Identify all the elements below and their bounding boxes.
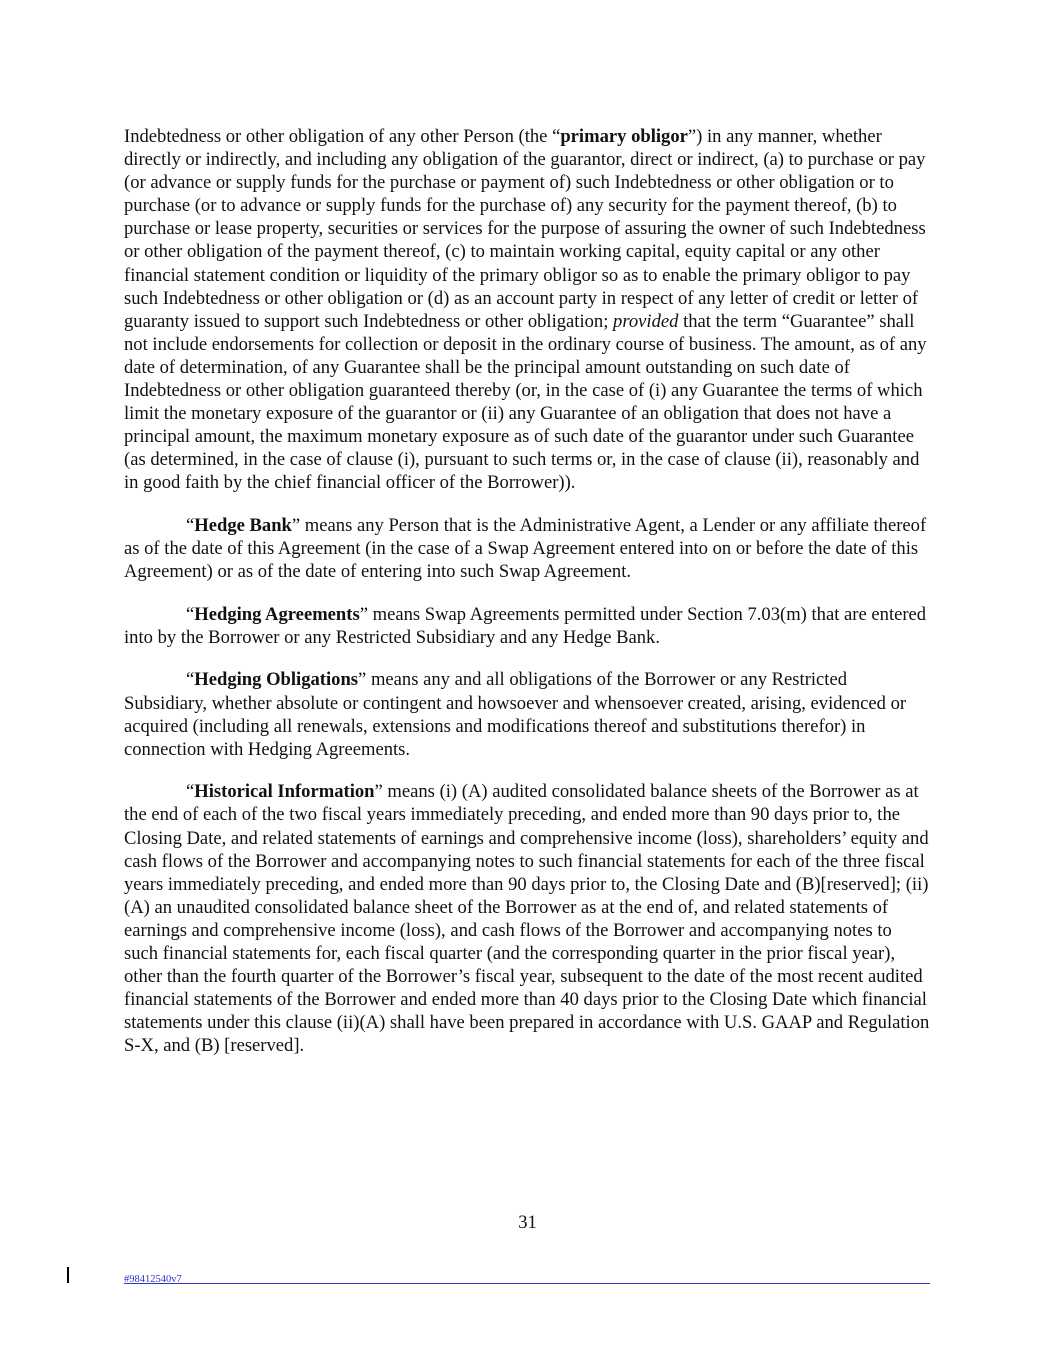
text-run: that the term “Guarantee” shall not include endorsements for collection or deposit in the ordinary course of business. The amount, as of any date of determination, of any Guarantee shall be the principal amount outstanding on such date of Indebtedness or other obligation guaranteed thereby (or, in the case of (i) any Guarantee the terms of which limit the monetary exposure of the guarantor or (ii) any Guarantee of an obligation that does not have a principal amount, the maximum monetary exposure as of such date of the guarantor under such Guarantee (as determined, in the case of clause (i), pursuant to such terms or, in the case of clause (ii), reasonably and in good faith by the chief financial officer of the Borrower)).: [124, 310, 927, 494]
document-body: [124, 125, 930, 1077]
revision-bar: [67, 1267, 69, 1283]
text-run: ”) in any manner, whether directly or indirectly, and including any obligation of the guarantor, direct or indirect, (a) to purchase or pay (or advance or supply funds for the purchase or payment of) such Indebtedness or other obligation or to purchase (or to advance or supply funds for the purchase of) any security for the payment thereof, (b) to purchase or lease property, securities or services for the purpose of assuring the owner of such Indebtedness or other obligation of the payment thereof, (c) to maintain working capital, equity capital or any other financial statement condition or liquidity of the primary obligor so as to enable the primary obligor to pay such Indebtedness or other obligation or (d) as an account party in respect of any letter of credit or letter of guaranty issued to support such Indebtedness or other obligation;: [124, 126, 926, 332]
definition-historical-information: [124, 780, 930, 1057]
text-run: “: [186, 669, 195, 691]
definition-hedging-agreements: [124, 603, 930, 649]
text-run: ” means Swap Agreements permitted under Section 7.03(m) that are entered into by the Borrower or any Restricted Subsidiary and any Hedge Bank.: [124, 603, 927, 648]
defined-term-hedging-agreements: Hedging Agreements: [194, 603, 360, 625]
defined-term-historical-information: Historical Information: [194, 781, 375, 803]
text-run: “: [186, 781, 195, 803]
footer-doc-id-line: [124, 1269, 930, 1284]
text-run: ” means any Person that is the Administrative Agent, a Lender or any affiliate thereof as of the date of this Agreement (in the case of a Swap Agreement entered into on or before the date of this Agreement) or as of the date of entering into such Swap Agreement.: [124, 515, 927, 583]
definition-hedge-bank: [124, 514, 930, 583]
defined-term-primary-obligor: primary obligor: [560, 126, 688, 147]
italic-term-provided: provided: [613, 310, 679, 332]
document-id: #98412540v7: [124, 1274, 182, 1285]
text-run: ” means any and all obligations of the Borrower or any Restricted Subsidiary, whether absolute or contingent and howsoever and whensoever created, arising, evidenced or acquired (including all renewals, extensions and modifications thereof and substitutions therefor) in connection with Hedging Agreements.: [124, 669, 907, 760]
text-run: ” means (i) (A) audited consolidated balance sheets of the Borrower as at the end of each of the two fiscal years immediately preceding, and ended more than 90 days prior to, the Closing Date, and related statements of earnings and comprehensive income (loss), shareholders’ equity and cash flows of the Borrower and accompanying notes to such financial statements for each of the three fiscal years immediately preceding, and ended more than 90 days prior to, the Closing Date and (B)[reserved]; (ii) (A) an unaudited consolidated balance sheet of the Borrower as at the end of, and related statements of earnings and comprehensive income (loss), and cash flows of the Borrower and accompanying notes to such financial statements for, each fiscal quarter (and the corresponding quarter in the prior fiscal year), other than the fourth quarter of the Borrower’s fiscal year, subsequent to the date of the most recent audited financial statements of the Borrower and ended more than 40 days prior to the Closing Date which financial statements under this clause (ii)(A) shall have been prepared in accordance with U.S. GAAP and Regulation S-X, and (B) [reserved].: [124, 781, 930, 1057]
defined-term-hedge-bank: Hedge Bank: [194, 515, 292, 536]
guarantee-continuation-paragraph: [124, 125, 930, 495]
text-run: Indebtedness or other obligation of any other Person (the “: [124, 126, 561, 147]
text-run: “: [186, 603, 195, 625]
definition-hedging-obligations: [124, 668, 930, 760]
text-run: “: [186, 515, 195, 536]
page-number: 31: [518, 1212, 537, 1233]
defined-term-hedging-obligations: Hedging Obligations: [194, 669, 359, 691]
